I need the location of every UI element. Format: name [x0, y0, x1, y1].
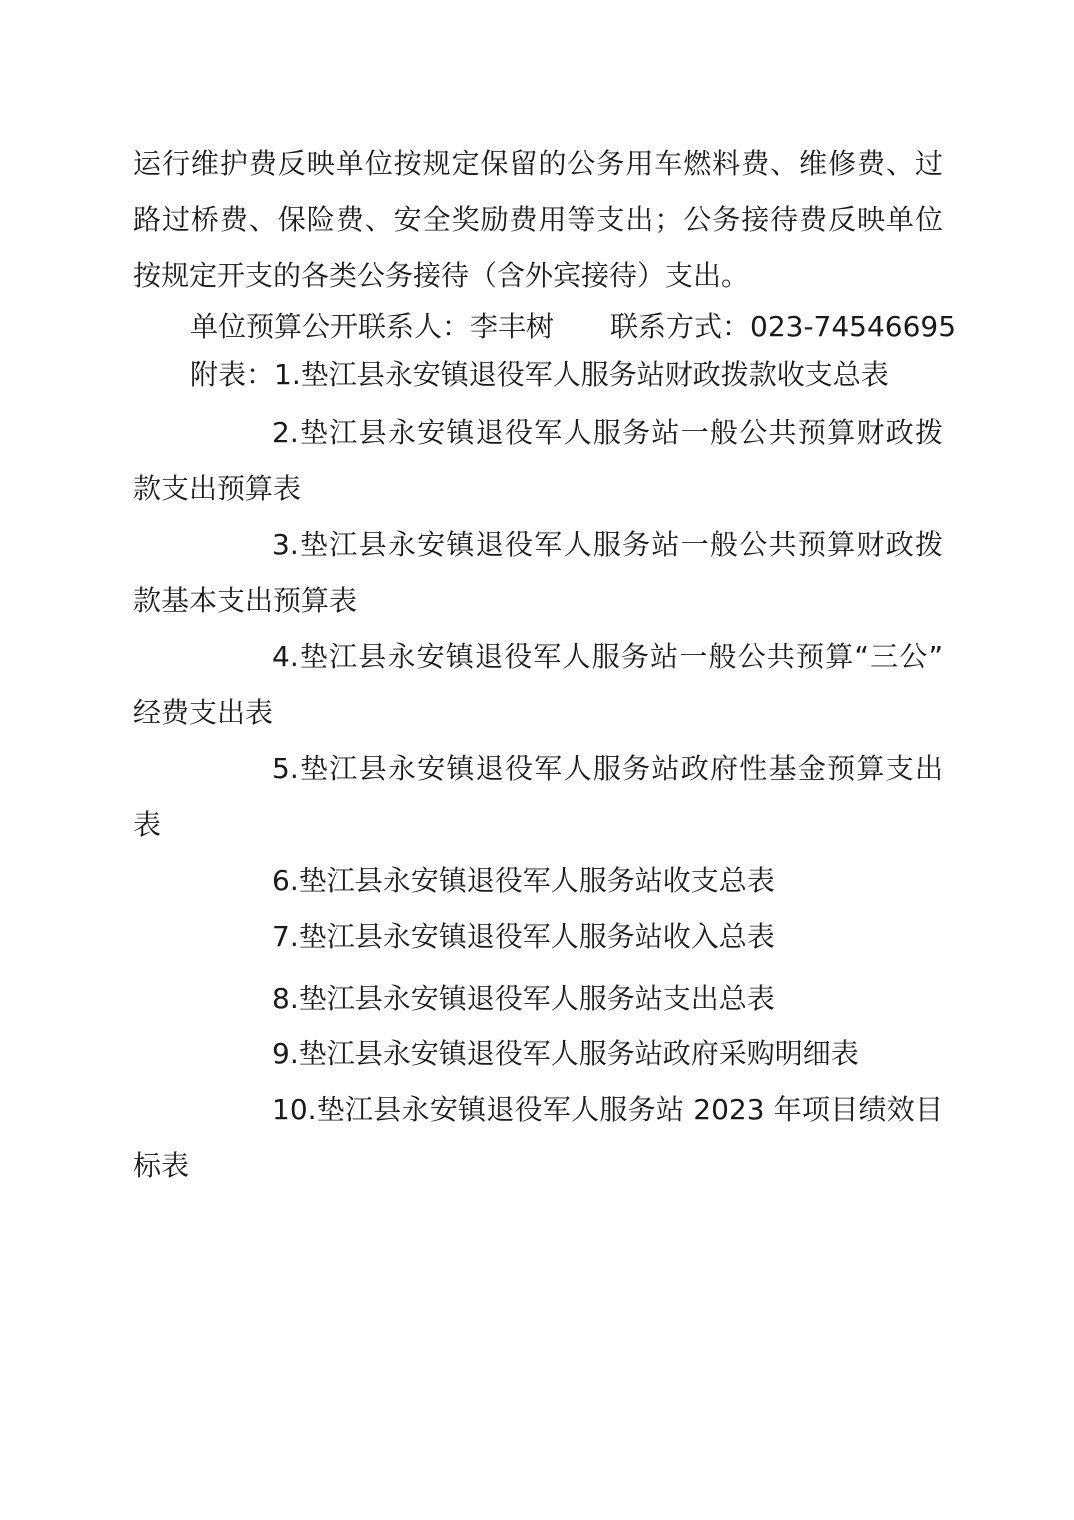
attachment-item-5-cont: 表 — [133, 808, 162, 841]
attachment-item-2-cont: 款支出预算表 — [133, 472, 302, 505]
contact-phone: 联系方式：023-74546695 — [610, 310, 957, 343]
attachment-item-4-cont: 经费支出表 — [133, 696, 274, 729]
paragraph-line-1: 运行维护费反映单位按规定保留的公务用车燃料费、维修费、过 — [133, 147, 943, 180]
attachment-item-5: 5.垫江县永安镇退役军人服务站政府性基金预算支出 — [272, 752, 943, 785]
paragraph-line-3: 按规定开支的各类公务接待（含外宾接待）支出。 — [133, 259, 750, 292]
paragraph-line-2: 路过桥费、保险费、安全奖励费用等支出；公务接待费反映单位 — [133, 203, 943, 236]
attachment-item-6: 6.垫江县永安镇退役军人服务站收支总表 — [272, 864, 775, 897]
attachment-item-7: 7.垫江县永安镇退役军人服务站收入总表 — [272, 920, 775, 953]
attachment-item-10: 10.垫江县永安镇退役军人服务站 2023 年项目绩效目 — [272, 1093, 943, 1126]
attachment-item-9: 9.垫江县永安镇退役军人服务站政府采购明细表 — [272, 1037, 859, 1070]
attachment-item-1: 附表：1.垫江县永安镇退役军人服务站财政拨款收支总表 — [190, 358, 889, 391]
attachment-item-3-cont: 款基本支出预算表 — [133, 584, 358, 617]
attachment-item-2: 2.垫江县永安镇退役军人服务站一般公共预算财政拨 — [272, 416, 943, 449]
attachment-item-3: 3.垫江县永安镇退役军人服务站一般公共预算财政拨 — [272, 528, 943, 561]
attachment-item-8: 8.垫江县永安镇退役军人服务站支出总表 — [272, 982, 775, 1015]
attachment-item-4: 4.垫江县永安镇退役军人服务站一般公共预算“三公” — [272, 640, 943, 673]
contact-line — [190, 308, 1074, 346]
contact-person: 单位预算公开联系人：李丰树 — [190, 310, 555, 343]
attachment-item-10-cont: 标表 — [133, 1149, 190, 1182]
